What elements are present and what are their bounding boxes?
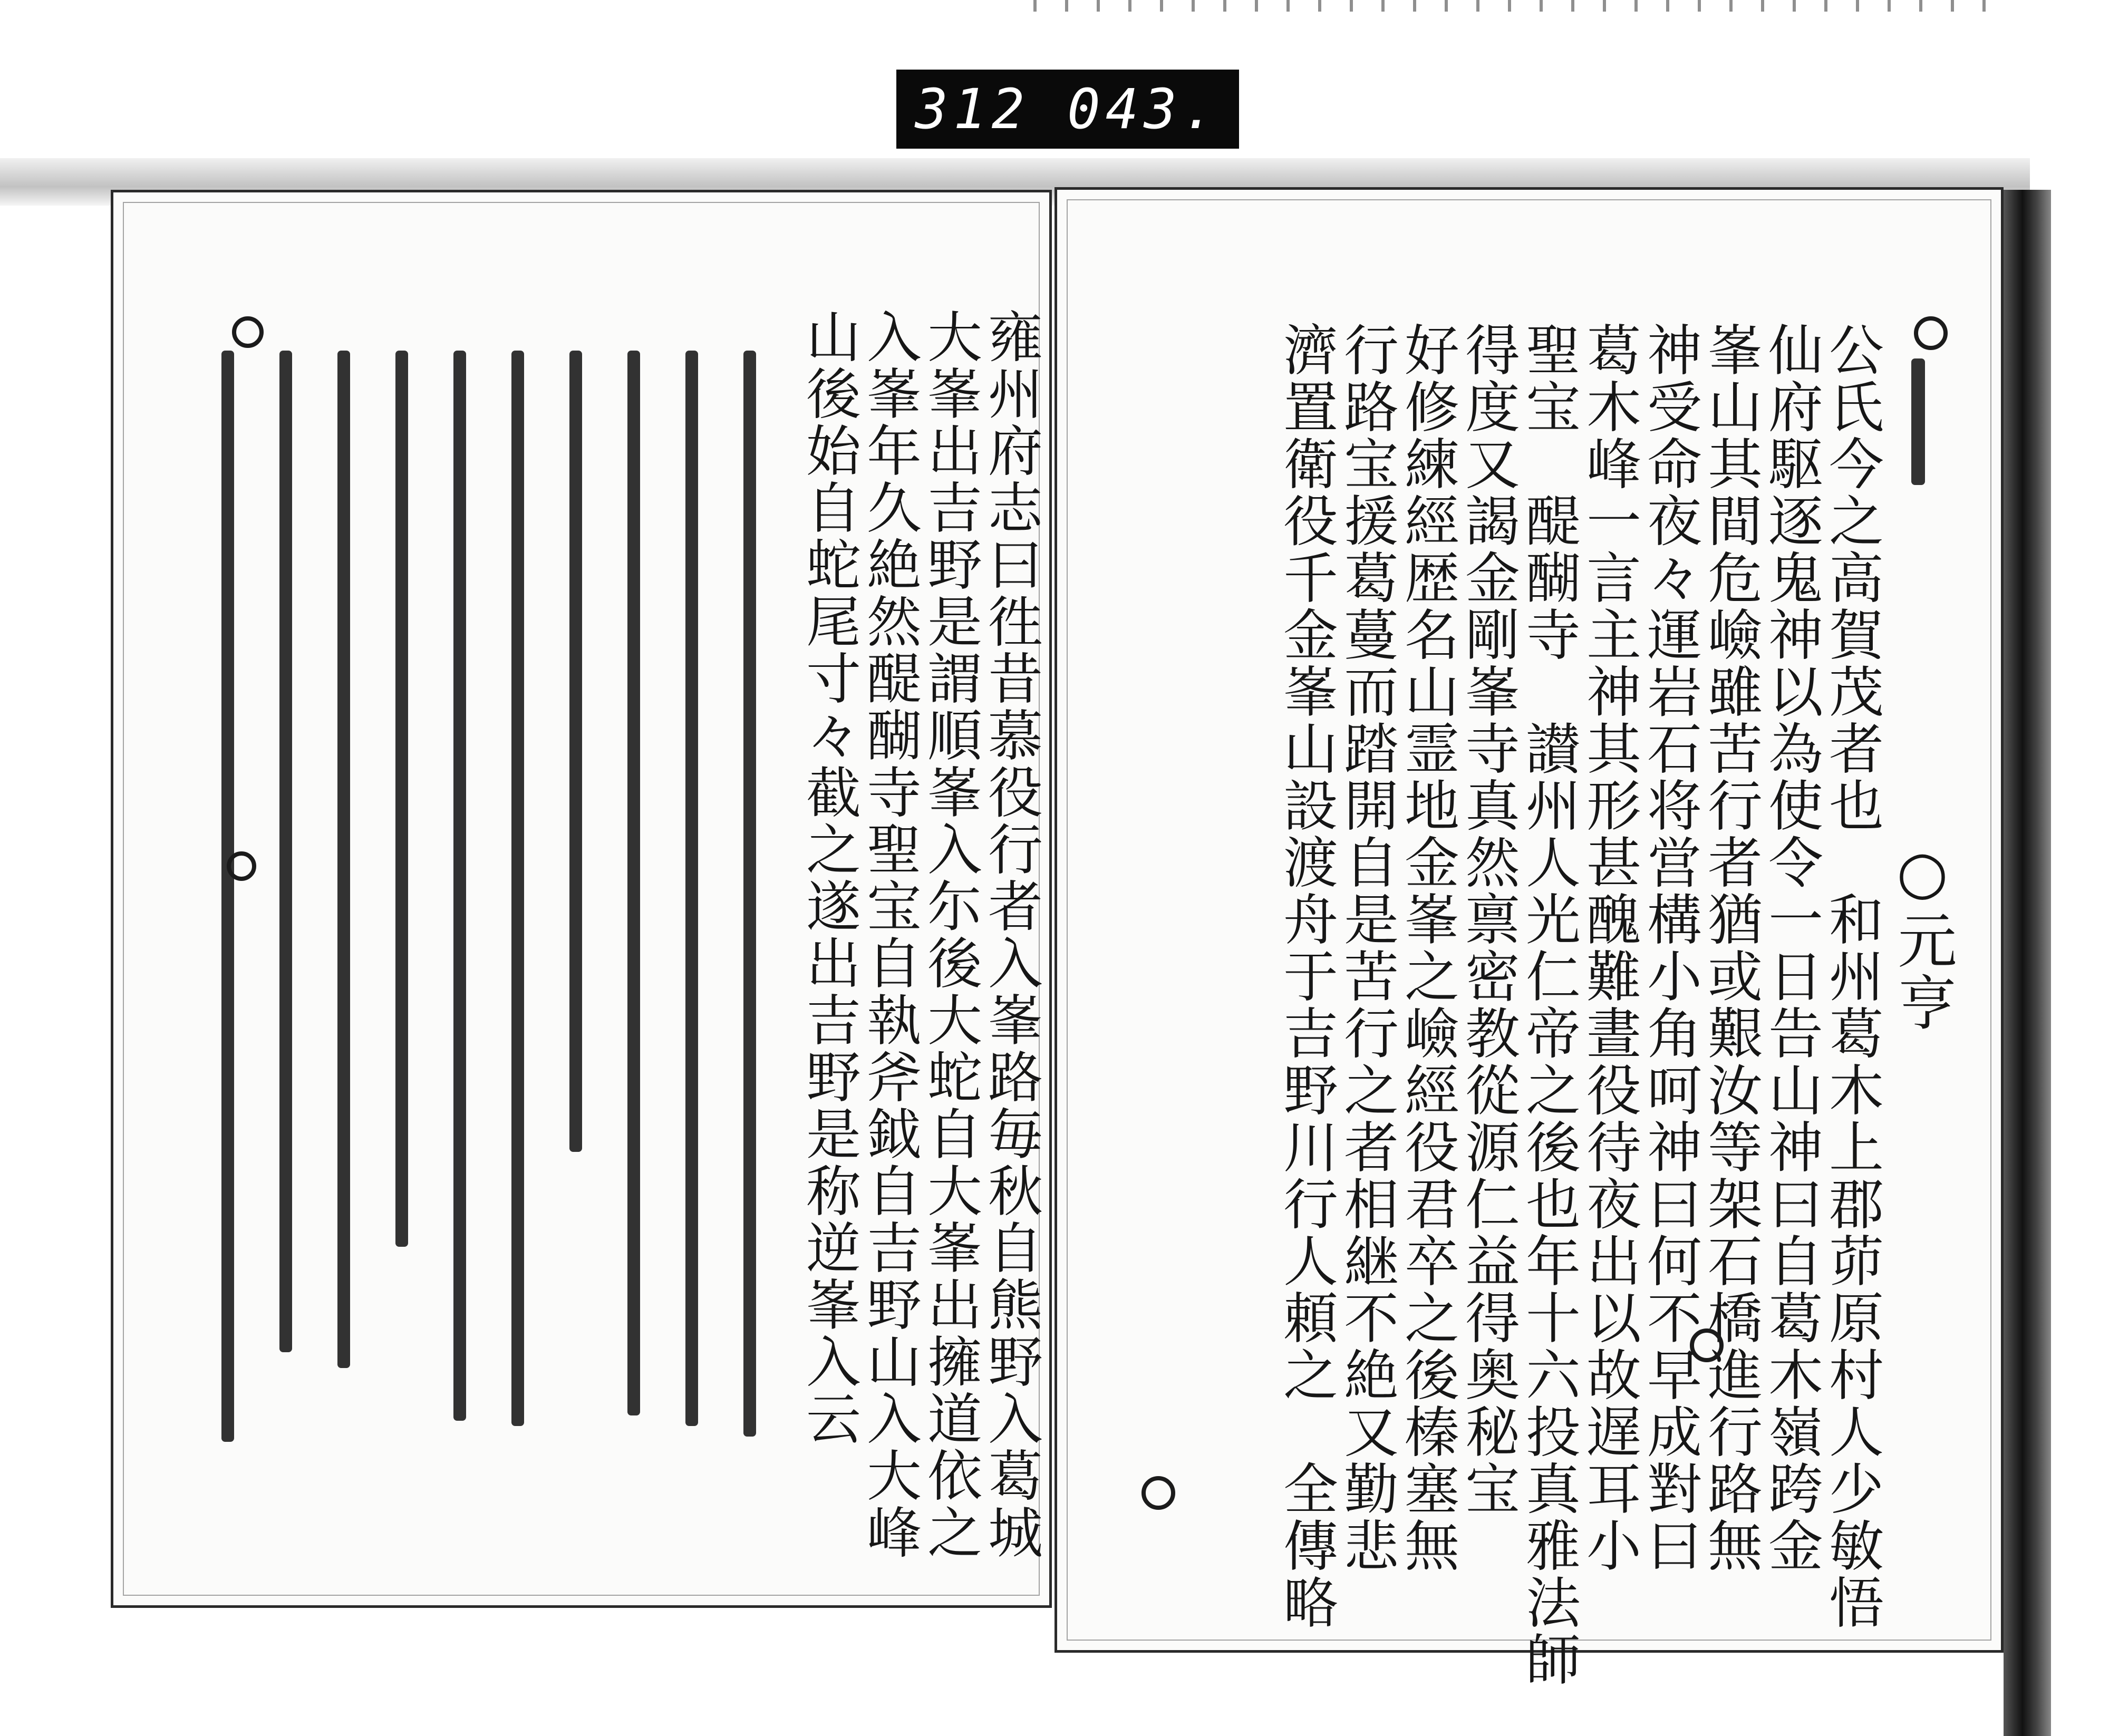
cursive-heading (1911, 358, 1925, 485)
inline-mark (1690, 1328, 1724, 1362)
cursive-stroke (337, 351, 350, 1368)
right-heading: ○元亨 (1888, 838, 1957, 1034)
cursive-stroke (627, 351, 640, 1415)
left-section-mark (232, 316, 264, 348)
right-section-mark (1914, 316, 1948, 350)
right-column-10: 濟置衛役千金峯山設渡舟于吉野川行人頼之 全傳略 (1274, 322, 1338, 1631)
right-column-4: 神受命夜々運岩石将営構小角呵神曰何不早成對曰 (1638, 322, 1702, 1574)
cursive-stroke (221, 351, 234, 1442)
cursive-stroke (569, 351, 582, 1152)
left-column-2: 大峯出吉野是謂順峯入尓後大蛇自大峯出擁道依之 (918, 308, 982, 1561)
left-page (111, 190, 1052, 1608)
cursive-stroke (511, 351, 524, 1426)
reel-number: 312 (915, 77, 1030, 141)
right-column-1: 公氏今之高賀茂者也 和州葛木上郡茆原村人少敏悟 (1820, 322, 1884, 1631)
right-column-7: 得度又謁金剛峯寺真然禀密教從源仁益得奥秘宝 (1456, 322, 1520, 1517)
left-column-3: 入峯年久絶然醍醐寺聖宝自執斧鉞自吉野山入大峰 (857, 308, 922, 1561)
right-column-2: 仙府駆逐鬼神以為使令一日告山神曰自葛木嶺跨金 (1759, 322, 1823, 1574)
cursive-stroke (743, 351, 756, 1437)
left-column-1: 雍州府志曰徃昔慕役行者入峯路毎秋自熊野入葛城 (979, 308, 1043, 1561)
frame-number: 043. (1067, 77, 1221, 141)
cursive-stroke (279, 351, 292, 1352)
right-column-3: 峯山其間危嶮雖苦行者猶或艱汝等架石橋進行路無 (1698, 322, 1763, 1574)
right-column-9: 行路宝援葛蔓而踏開自是苦行之者相継不絶又勤悲 (1334, 322, 1399, 1574)
scan-edge-marks (1033, 0, 2009, 12)
right-column-6: 聖宝 醍醐寺 讃州人光仁帝之後也年十六投真雅法師 (1516, 322, 1581, 1688)
cursive-stroke (395, 351, 408, 1247)
left-inline-mark (227, 851, 256, 881)
left-column-4: 山後始自蛇尾寸々截之遂出吉野是称逆峯入云 (797, 308, 861, 1447)
film-frame-label (896, 70, 1239, 149)
cursive-stroke (685, 351, 698, 1426)
closing-mark (1141, 1476, 1175, 1510)
right-column-8: 好修練經歴名山霊地金峯之嶮經役君卒之後榛塞無 (1395, 322, 1459, 1574)
right-column-5: 葛木峰一言主神其形甚醜難晝役待夜出以故遅耳小 (1577, 322, 1641, 1574)
right-page (1054, 187, 2004, 1688)
cursive-stroke (453, 351, 466, 1421)
book-edge (2004, 190, 2051, 1736)
